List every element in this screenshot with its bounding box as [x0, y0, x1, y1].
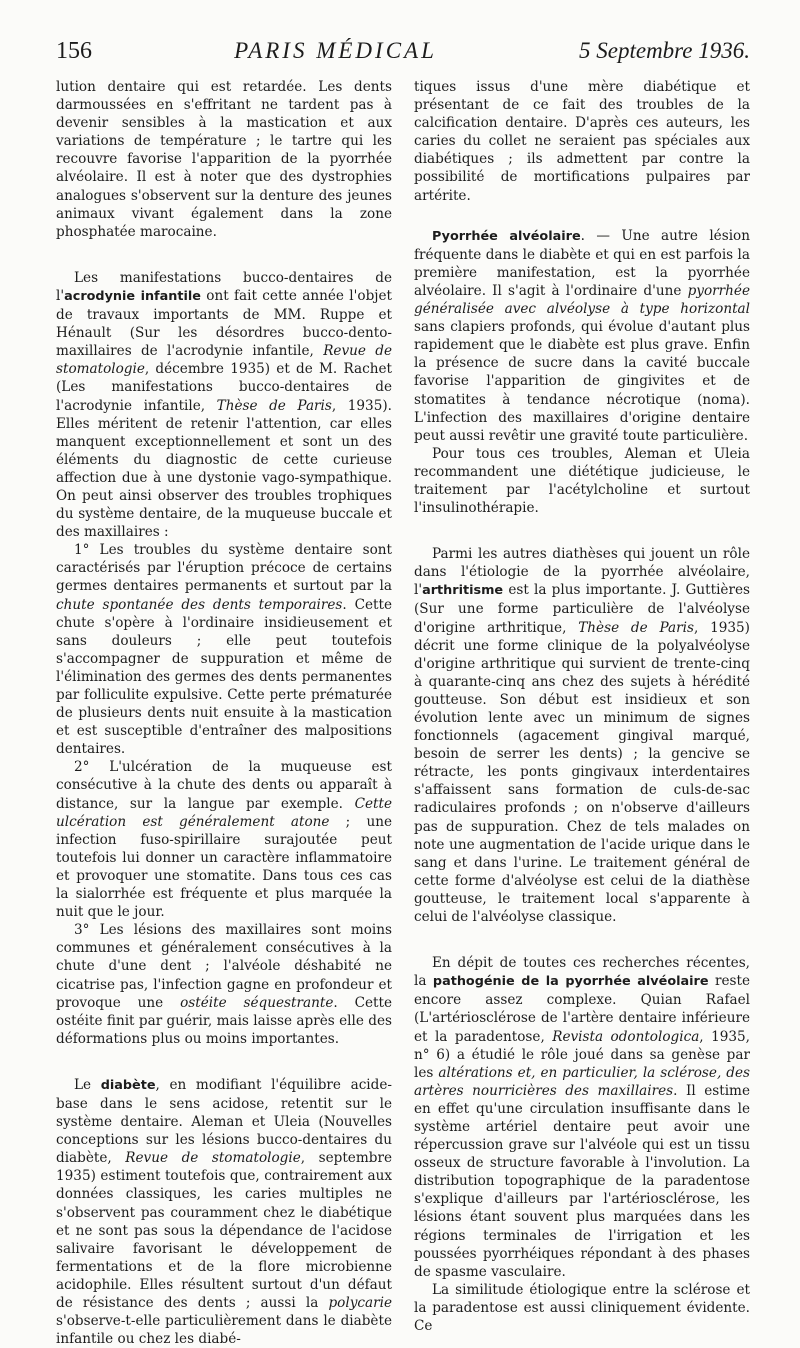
keyword-pathogenie: pathogénie de la pyorrhée alvéolaire	[432, 974, 709, 990]
text-columns	[56, 78, 750, 1348]
right-column	[414, 78, 750, 1348]
issue-date: 5 Septembre 1936.	[579, 38, 750, 63]
paragraph: lution dentaire qui est retardée. Les dents darmoussées en s'effritant ne tardent pas à devenir sensibles à la mastication et aux variations de température ; le tartre qui les recouvre favorise l'apparition de la pyorrhée alvéolaire. Il est à noter que des dystrophies analogues s'observent sur la denture des jeunes animaux vivant également dans la zone phosphatée marocaine.	[56, 79, 392, 240]
page-header	[56, 38, 750, 72]
paragraph: Parmi les autres diathèses qui jouent un rôle dans l'étiologie de la pyorrhée alvéolaire, l'arthritisme est la plus importante. J. Guttières (Sur une forme particulière de l'alvéolyse d'origine arthritique, Thèse de Paris, 1935) décrit une forme clinique de la polyalvéolyse d'origine arthritique qui survient de trente-cinq à quarante-cinq ans chez des sujets à hérédité goutteuse. Son début est insidieux et son évolution lente avec un minimum de signes fonctionnels (agacement gingival marqué, besoin de serrer les dents) ; la gencive se rétracte, les ponts gingivaux interdentaires s'affaissent sans formation de culs-de-sac radiculaires profonds ; on n'observe d'ailleurs pas de suppuration. Chez de tels malades on note une augmentation de l'acide urique dans le sang et dans l'urine. Le traitement général de cette forme d'alvéolyse est celui de la diathèse goutteuse, le traitement local s'apparente à celui de l'alvéolyse classique.	[414, 546, 750, 926]
keyword-pyorrhee: Pyorrhée alvéolaire	[432, 228, 581, 244]
paragraph: 3° Les lésions des maxillaires sont moins communes et généralement consécutives à la chute d'une dent ; l'alvéole déshabité ne cicatrise pas, l'infection gagne en profondeur et provoque une ostéite séquestrante. Cette ostéite finit par guérir, mais laisse après elle des déformations plus ou moins importantes.	[56, 922, 392, 1047]
paragraph: Pour tous ces troubles, Aleman et Uleia recommandent une diététique judicieuse, le traitement par l'acétylcholine et surtout l'insulinothérapie.	[414, 445, 750, 517]
keyword-acrodynie: acrodynie infantile	[64, 288, 201, 304]
paragraph: tiques issus d'une mère diabétique et présentant de ce fait des troubles de la calcification dentaire. D'après ces auteurs, les caries du collet ne seraient pas spéciales aux diabétiques ; ils admettent par contre la possibilité de mortifications pulpaires par artérite.	[414, 79, 750, 204]
journal-title: PARIS MÉDICAL	[234, 38, 437, 63]
left-column	[56, 78, 392, 1348]
paragraph: Les manifestations bucco-dentaires de l'acrodynie infantile ont fait cette année l'objet de travaux importants de MM. Ruppe et Hénault (Sur les désordres bucco-dento-maxillaires de l'acrodynie infantile, Revue de stomatologie, décembre 1935) et de M. Rachet (Les manifestations bucco-dentaires de l'acrodynie infantile, Thèse de Paris, 1935). Elles méritent de retenir l'attention, car elles manquent exceptionnellement et sont un des éléments du diagnostic de cette curieuse affection due à une dystonie vago-sympathique. On peut ainsi observer des troubles trophiques du système dentaire, de la muqueuse buccale et des maxillaires :	[56, 269, 392, 541]
paragraph: 2° L'ulcération de la muqueuse est consécutive à la chute des dents ou apparaît à distance, sur la langue par exemple. Cette ulcération est généralement atone ; une infection fuso-spirillaire surajoutée peut toutefois lui donner un caractère inflammatoire et provoquer une stomatite. Dans tous ces cas la sialorrhée est fréquente et plus marquée la nuit que le jour.	[56, 759, 392, 921]
keyword-diabete: diabète	[100, 1077, 156, 1093]
paragraph: Pyorrhée alvéolaire. — Une autre lésion fréquente dans le diabète et qui en est parfois la première manifestation, est la pyorrhée alvéolaire. Il s'agit à l'ordinaire d'une pyorrhée généralisée avec alvéolyse à type horizontal sans clapiers profonds, qui évolue d'autant plus rapidement que le diabète est plus grave. Enfin la présence de sucre dans la cavité buccale favorise l'apparition de gingivites et de stomatites à tendance nécrotique (noma). L'infection des maxillaires d'origine dentaire peut aussi revêtir une gravité toute particulière.	[414, 227, 750, 444]
paragraph: Le diabète, en modifiant l'équilibre acide-base dans le sens acidose, retentit sur le système dentaire. Aleman et Uleia (Nouvelles conceptions sur les lésions bucco-dentaires du diabète, Revue de stomatologie, septembre 1935) estiment toutefois que, contrairement aux données classiques, les caries multiples ne s'observent pas couramment chez le diabétique et ne sont pas sous la dépendance de l'acidose salivaire favorisant le développement de fermentations et de la flore microbienne acidophile. Elles résultent surtout d'un défaut de résistance des dents ; aussi la polycarie s'observe-t-elle particulièrement dans le diabète infantile ou chez les diabé-	[56, 1076, 392, 1348]
paragraph: 1° Les troubles du système dentaire sont caractérisés par l'éruption précoce de certains germes dentaires permanents et surtout par la chute spontanée des dents temporaires. Cette chute s'opère à l'ordinaire insidieusement et sans douleurs ; elle peut toutefois s'accompagner de suppuration et même de l'élimination des germes des dents permanentes par folliculite expulsive. Cette perte prématurée de plusieurs dents nuit ensuite à la mastication et est susceptible d'entraîner des malpositions dentaires.	[56, 542, 392, 758]
page-number: 156	[56, 38, 92, 64]
paragraph: En dépit de toutes ces recherches récentes, la pathogénie de la pyorrhée alvéolaire reste encore assez complexe. Quian Rafael (L'artériosclérose de l'artère dentaire inférieure et la paradentose, Revista odontologica, 1935, n° 6) a étudié le rôle joué dans sa genèse par les altérations et, en particulier, la sclérose, des artères nourricières des maxillaires. Il estime en effet qu'une circulation insuffisante dans le système artériel dentaire peut avoir une répercussion grave sur l'alvéole qui est un tissu osseux de structure favorable à l'involution. La distribution topographique de la paradentose s'explique d'ailleurs par l'artériosclérose, les lésions étant souvent plus marquées dans les régions terminales de l'irrigation et les poussées pyorrhéiques répondant à des phases de spasme vasculaire.	[414, 955, 750, 1280]
paragraph: La similitude étiologique entre la sclérose et la paradentose est aussi cliniquement évidente. Ce	[414, 1281, 750, 1334]
keyword-arthritisme: arthritisme	[422, 583, 504, 599]
